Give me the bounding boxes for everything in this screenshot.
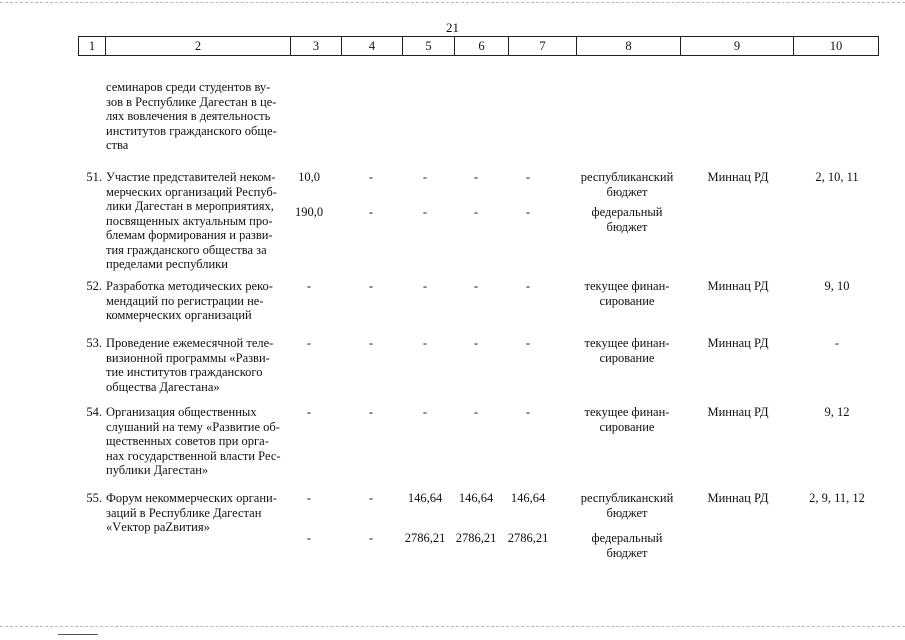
- funding-col-3: -: [306, 336, 312, 350]
- funding-col-5: -: [422, 205, 428, 219]
- row-description-line: Организация общественных: [106, 405, 257, 419]
- funding-col-7: -: [525, 405, 531, 419]
- header-col-3: 3: [291, 37, 342, 55]
- indicator-refs: 9, 12: [824, 405, 850, 419]
- header-col-1: 1: [79, 37, 106, 55]
- row-description-line: публики Дагестан»: [106, 463, 209, 477]
- scan-top-edge: [0, 2, 905, 3]
- funding-col-4: -: [368, 279, 374, 293]
- funding-col-6: -: [473, 170, 479, 184]
- continuation-text-line: лях вовлечения в деятельность: [106, 109, 271, 123]
- funding-source-line: сирование: [599, 294, 655, 308]
- row-description-line: Участие представителей неком-: [106, 170, 276, 184]
- funding-source-line: бюджет: [606, 546, 648, 560]
- row-number: 53.: [86, 336, 102, 350]
- funding-col-3: 190,0: [294, 205, 324, 219]
- indicator-refs: 9, 10: [824, 279, 850, 293]
- funding-source-line: бюджет: [606, 185, 648, 199]
- funding-col-5: 2786,21: [404, 531, 446, 545]
- funding-source-line: республиканский: [580, 491, 674, 505]
- table-header: [78, 36, 879, 56]
- indicator-refs: 2, 9, 11, 12: [809, 491, 865, 505]
- header-col-2: 2: [106, 37, 291, 55]
- row-description-line: посвященных актуальным про-: [106, 213, 273, 228]
- funding-source-line: текущее финан-: [584, 336, 670, 350]
- footnote-mark: [58, 634, 98, 635]
- executor: Миннац РД: [707, 279, 769, 293]
- funding-col-3: -: [306, 531, 312, 545]
- funding-col-5: -: [422, 279, 428, 293]
- header-col-8: 8: [577, 37, 681, 55]
- indicator-refs: -: [834, 336, 840, 350]
- funding-col-3: -: [306, 491, 312, 505]
- funding-source-line: бюджет: [606, 220, 648, 234]
- funding-col-4: -: [368, 531, 374, 545]
- funding-col-5: -: [422, 405, 428, 419]
- funding-col-7: 146,64: [510, 491, 546, 505]
- funding-col-4: -: [368, 336, 374, 350]
- funding-col-4: -: [368, 205, 374, 219]
- row-description-line: щественных советов при орга-: [106, 434, 269, 448]
- funding-col-7: -: [525, 170, 531, 184]
- row-description-line: Проведение ежемесячной теле-: [106, 336, 274, 350]
- funding-col-4: -: [368, 170, 374, 184]
- row-number: 55.: [86, 491, 102, 505]
- funding-col-5: -: [422, 170, 428, 184]
- header-col-9: 9: [681, 37, 794, 55]
- funding-source-line: федеральный: [591, 531, 663, 545]
- row-description-line: Форум некоммерческих органи-: [106, 491, 277, 505]
- funding-col-7: -: [525, 279, 531, 293]
- executor: Миннац РД: [707, 170, 769, 184]
- funding-col-5: 146,64: [407, 491, 443, 505]
- row-description-line: пределами республики: [106, 257, 228, 271]
- funding-col-7: -: [525, 336, 531, 350]
- funding-col-6: -: [473, 205, 479, 219]
- funding-col-6: 2786,21: [455, 531, 497, 545]
- indicator-refs: 2, 10, 11: [815, 170, 859, 184]
- row-description-line: тия гражданского общества за: [106, 242, 267, 257]
- continuation-text-line: зов в Республике Дагестан в це-: [106, 94, 277, 109]
- continuation-text-line: институтов гражданского обще-: [106, 123, 277, 138]
- funding-col-3: 10,0: [298, 170, 320, 184]
- funding-col-4: -: [368, 491, 374, 505]
- row-number: 51.: [86, 170, 102, 184]
- funding-col-6: -: [473, 405, 479, 419]
- row-description-line: визионной программы «Разви-: [106, 350, 270, 365]
- funding-col-3: -: [306, 405, 312, 419]
- funding-source-line: текущее финан-: [584, 405, 670, 419]
- row-description-line: «Vектор раZвития»: [106, 520, 210, 534]
- executor: Миннац РД: [707, 491, 769, 505]
- row-description-line: коммерческих организаций: [106, 308, 252, 322]
- page-number: 21: [446, 20, 459, 35]
- funding-source-line: республиканский: [580, 170, 674, 184]
- funding-col-6: -: [473, 336, 479, 350]
- scan-bottom-edge: [0, 626, 905, 627]
- funding-col-4: -: [368, 405, 374, 419]
- funding-col-6: -: [473, 279, 479, 293]
- header-col-4: 4: [342, 37, 403, 55]
- header-col-5: 5: [403, 37, 455, 55]
- row-description-line: общества Дагестана»: [106, 379, 220, 394]
- row-description-line: нах государственной власти Рес-: [106, 448, 281, 463]
- executor: Миннац РД: [707, 336, 769, 350]
- continuation-text-line: ства: [106, 138, 129, 152]
- row-description-line: заций в Республике Дагестан: [106, 505, 262, 520]
- funding-col-5: -: [422, 336, 428, 350]
- header-col-6: 6: [455, 37, 509, 55]
- row-description-line: мендаций по регистрации не-: [106, 293, 264, 308]
- funding-col-7: -: [525, 205, 531, 219]
- funding-source-line: сирование: [599, 420, 655, 434]
- funding-col-3: -: [306, 279, 312, 293]
- funding-source-line: федеральный: [591, 205, 663, 219]
- row-description-line: слушаний на тему «Развитие об-: [106, 419, 280, 434]
- funding-source-line: бюджет: [606, 506, 648, 520]
- row-number: 54.: [86, 405, 102, 419]
- funding-source-line: сирование: [599, 351, 655, 365]
- funding-col-7: 2786,21: [507, 531, 549, 545]
- row-description-line: мерческих организаций Респуб-: [106, 184, 277, 199]
- row-description-line: тие институтов гражданского: [106, 365, 263, 379]
- header-col-10: 10: [829, 39, 843, 53]
- funding-col-6: 146,64: [458, 491, 494, 505]
- row-number: 52.: [86, 279, 102, 293]
- row-description-line: Разработка методических реко-: [106, 279, 273, 293]
- executor: Миннац РД: [707, 405, 769, 419]
- continuation-text-line: семинаров среди студентов ву-: [106, 80, 271, 94]
- header-col-7: 7: [509, 37, 577, 55]
- row-description-line: блемам формирования и разви-: [106, 228, 273, 242]
- row-description-line: лики Дагестан в мероприятиях,: [106, 199, 274, 213]
- funding-source-line: текущее финан-: [584, 279, 670, 293]
